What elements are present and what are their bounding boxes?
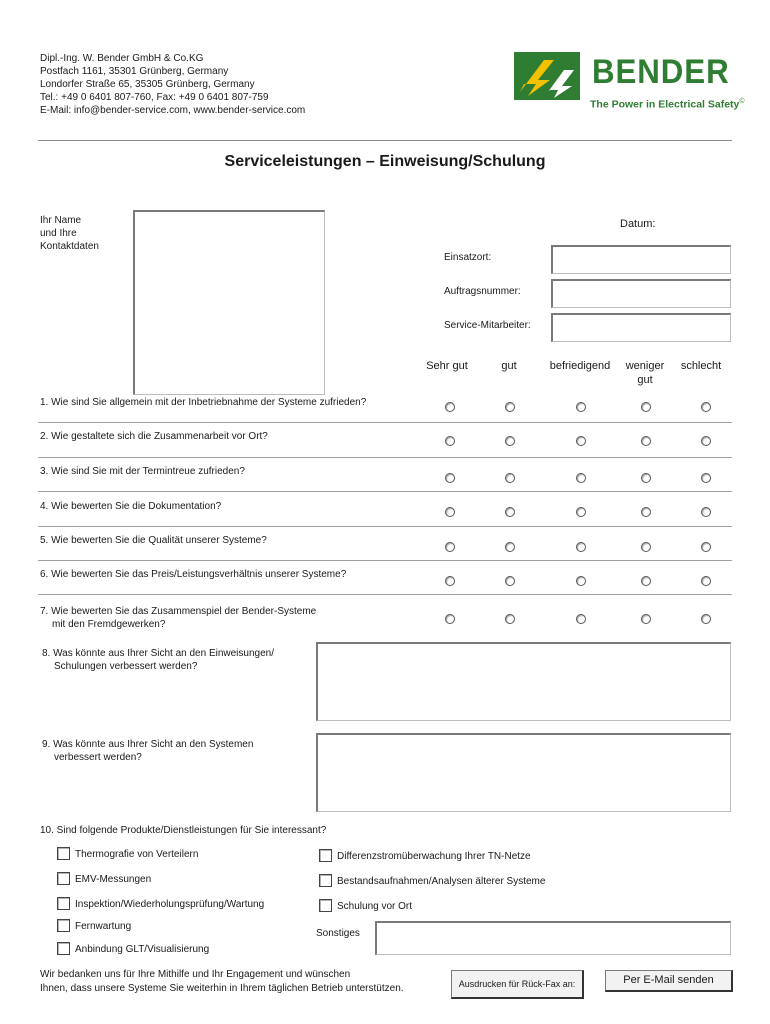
question-6: 6. Wie bewerten Sie das Preis/Leistungsverhältnis unserer Systeme?	[40, 569, 347, 580]
product-checkbox[interactable]	[57, 919, 70, 932]
product-checkbox[interactable]	[319, 874, 332, 887]
address-line: Londorfer Straße 65, 35305 Grünberg, Germany	[40, 79, 255, 90]
name-label-line: Ihr Name	[40, 215, 82, 226]
product-label: Inspektion/Wiederholungsprüfung/Wartung	[75, 899, 265, 910]
rating-column-header: gut	[501, 360, 517, 372]
name-label	[40, 214, 99, 253]
rating-radio[interactable]	[641, 473, 651, 483]
row-divider	[38, 526, 732, 527]
service-staff-label: Service-Mitarbeiter:	[444, 320, 531, 331]
header-divider	[38, 140, 732, 141]
rating-column-header: befriedigend	[549, 360, 611, 372]
rating-radio[interactable]	[505, 542, 515, 552]
rating-radio[interactable]	[641, 576, 651, 586]
question-7: 7. Wie bewerten Sie das Zusammenspiel der Bender-Systeme mit den Fremdgewerken?	[40, 606, 317, 630]
question-4: 4. Wie bewerten Sie die Dokumentation?	[40, 501, 222, 512]
question-5: 5. Wie bewerten Sie die Qualität unserer Systeme?	[40, 535, 267, 546]
other-label: Sonstiges	[316, 928, 360, 939]
contact-details-field[interactable]	[133, 210, 325, 395]
rating-radio[interactable]	[576, 507, 586, 517]
rating-radio[interactable]	[445, 436, 455, 446]
rating-column-header: Sehr gut	[426, 360, 468, 372]
product-label: Differenzstromüberwachung Ihrer TN-Netze	[337, 851, 531, 862]
product-checkbox[interactable]	[57, 847, 70, 860]
product-checkbox[interactable]	[319, 899, 332, 912]
name-label-line: Kontaktdaten	[40, 241, 99, 252]
rating-radio[interactable]	[505, 576, 515, 586]
product-label: Thermografie von Verteilern	[75, 849, 199, 860]
question-1: 1. Wie sind Sie allgemein mit der Inbetriebnahme der Systeme zufrieden?	[40, 397, 367, 408]
product-label: EMV-Messungen	[75, 874, 152, 885]
address-line: Tel.: +49 0 6401 807-760, Fax: +49 0 6401 807-759	[40, 92, 269, 103]
bender-logo	[514, 52, 745, 114]
logo-wordmark: BENDER	[592, 53, 730, 91]
row-divider	[38, 491, 732, 492]
improvement-systems-field[interactable]	[316, 733, 731, 812]
product-label: Bestandsaufnahmen/Analysen älterer Systeme	[337, 876, 546, 887]
question-3: 3. Wie sind Sie mit der Termintreue zufrieden?	[40, 466, 245, 477]
rating-radio[interactable]	[701, 402, 711, 412]
bender-lightning-icon	[514, 52, 580, 100]
site-field[interactable]	[551, 245, 731, 274]
rating-radio[interactable]	[576, 542, 586, 552]
rating-radio[interactable]	[576, 436, 586, 446]
copyright-mark: ©	[739, 98, 745, 105]
thank-you-text: Wir bedanken uns für Ihre Mithilfe und Ihr Engagement und wünschen Ihnen, dass unsere Systeme Sie weiterhin in Ihrem täglichen Betrieb unterstützen.	[40, 969, 404, 994]
rating-radio[interactable]	[445, 507, 455, 517]
open-question-9: 9. Was könnte aus Ihrer Sicht an den Systemen verbessert werden?	[42, 739, 254, 763]
service-staff-field[interactable]	[551, 313, 731, 342]
rating-radio[interactable]	[445, 614, 455, 624]
product-checkbox[interactable]	[57, 942, 70, 955]
rating-radio[interactable]	[576, 402, 586, 412]
rating-radio[interactable]	[701, 576, 711, 586]
rating-radio[interactable]	[641, 614, 651, 624]
product-label: Anbindung GLT/Visualisierung	[75, 944, 210, 955]
rating-radio[interactable]	[505, 436, 515, 446]
rating-radio[interactable]	[701, 542, 711, 552]
rating-radio[interactable]	[576, 473, 586, 483]
company-address	[40, 52, 305, 117]
rating-radio[interactable]	[641, 402, 651, 412]
rating-radio[interactable]	[701, 436, 711, 446]
address-line: Dipl.-Ing. W. Bender GmbH & Co.KG	[40, 53, 204, 64]
rating-radio[interactable]	[576, 614, 586, 624]
rating-radio[interactable]	[701, 614, 711, 624]
rating-radio[interactable]	[445, 402, 455, 412]
row-divider	[38, 594, 732, 595]
logo-tagline: The Power in Electrical Safety©	[590, 98, 745, 111]
rating-radio[interactable]	[701, 473, 711, 483]
rating-radio[interactable]	[445, 473, 455, 483]
rating-radio[interactable]	[445, 542, 455, 552]
order-number-label: Auftragsnummer:	[444, 286, 521, 297]
address-line: E-Mail: info@bender-service.com, www.bender-service.com	[40, 105, 306, 116]
rating-radio[interactable]	[641, 436, 651, 446]
question-2: 2. Wie gestaltete sich die Zusammenarbeit vor Ort?	[40, 431, 268, 442]
date-label: Datum:	[620, 218, 656, 230]
rating-column-header: weniger gut	[625, 360, 665, 386]
product-checkbox[interactable]	[57, 897, 70, 910]
row-divider	[38, 457, 732, 458]
site-label: Einsatzort:	[444, 252, 492, 263]
open-question-8: 8. Was könnte aus Ihrer Sicht an den Einweisungen/ Schulungen verbessert werden?	[42, 648, 274, 672]
row-divider	[38, 422, 732, 423]
address-line: Postfach 1161, 35301 Grünberg, Germany	[40, 66, 229, 77]
products-heading: 10. Sind folgende Produkte/Dienstleistungen für Sie interessant?	[40, 825, 327, 836]
page-title: Serviceleistungen – Einweisung/Schulung	[224, 153, 546, 170]
rating-radio[interactable]	[641, 542, 651, 552]
rating-radio[interactable]	[576, 576, 586, 586]
rating-radio[interactable]	[505, 402, 515, 412]
improvement-training-field[interactable]	[316, 642, 731, 721]
rating-radio[interactable]	[641, 507, 651, 517]
name-label-line: und Ihre	[40, 228, 77, 239]
other-field[interactable]	[375, 921, 731, 955]
rating-radio[interactable]	[505, 507, 515, 517]
product-label: Fernwartung	[75, 921, 132, 932]
rating-column-header: schlecht	[680, 360, 722, 372]
send-email-button[interactable]: Per E-Mail senden	[605, 970, 733, 992]
rating-radio[interactable]	[505, 614, 515, 624]
product-label: Schulung vor Ort	[337, 901, 413, 912]
product-checkbox[interactable]	[319, 849, 332, 862]
product-checkbox[interactable]	[57, 872, 70, 885]
order-number-field[interactable]	[551, 279, 731, 308]
rating-radio[interactable]	[445, 576, 455, 586]
print-fax-button[interactable]: Ausdrucken für Rück-Fax an:	[451, 970, 584, 999]
rating-radio[interactable]	[505, 473, 515, 483]
row-divider	[38, 560, 732, 561]
rating-radio[interactable]	[701, 507, 711, 517]
